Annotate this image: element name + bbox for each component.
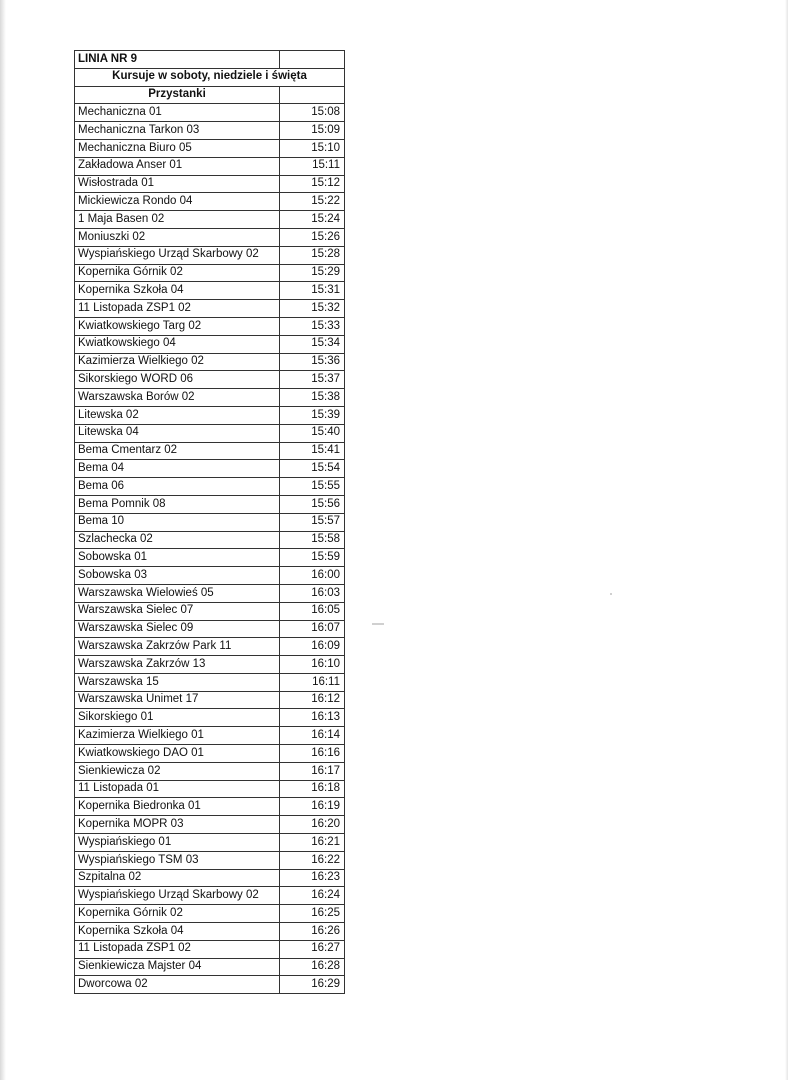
departure-time: 15:22: [280, 193, 345, 211]
stop-row: [75, 602, 345, 620]
stop-name: Dworcowa 02: [75, 976, 280, 994]
departure-time: 15:37: [280, 371, 345, 389]
departure-time: 16:24: [280, 887, 345, 905]
departure-time: 15:41: [280, 442, 345, 460]
stop-row: [75, 816, 345, 834]
stop-row: [75, 389, 345, 407]
stop-row: [75, 851, 345, 869]
stop-row: [75, 442, 345, 460]
stop-name: Warszawska Borów 02: [75, 389, 280, 407]
stop-name: Warszawska Zakrzów 13: [75, 656, 280, 674]
departure-time: 15:32: [280, 300, 345, 318]
stop-row: [75, 691, 345, 709]
stop-row: [75, 335, 345, 353]
departure-time: 15:34: [280, 335, 345, 353]
stop-name: Warszawska Sielec 09: [75, 620, 280, 638]
stop-name: Bema 06: [75, 478, 280, 496]
stop-name: Warszawska Zakrzów Park 11: [75, 638, 280, 656]
stop-row: [75, 139, 345, 157]
stop-row: [75, 460, 345, 478]
stop-name: 11 Listopada 01: [75, 780, 280, 798]
stop-name: Sobowska 01: [75, 549, 280, 567]
stop-name: Warszawska Unimet 17: [75, 691, 280, 709]
stop-name: Kwiatkowskiego Targ 02: [75, 317, 280, 335]
departure-time: 16:11: [280, 673, 345, 691]
line-title-empty-cell: [280, 51, 345, 69]
stop-row: [75, 798, 345, 816]
departure-time: 15:57: [280, 513, 345, 531]
stop-row: [75, 175, 345, 193]
departure-time: 15:59: [280, 549, 345, 567]
stop-row: [75, 300, 345, 318]
stop-row: [75, 495, 345, 513]
departure-time: 16:17: [280, 762, 345, 780]
departure-time: 16:29: [280, 976, 345, 994]
stop-name: Sienkiewicza 02: [75, 762, 280, 780]
line-title: LINIA NR 9: [75, 51, 280, 69]
stop-name: Warszawska Sielec 07: [75, 602, 280, 620]
stop-row: [75, 762, 345, 780]
stop-row: [75, 673, 345, 691]
stop-name: Kopernika Górnik 02: [75, 905, 280, 923]
stop-name: Moniuszki 02: [75, 228, 280, 246]
departure-time: 16:13: [280, 709, 345, 727]
stop-row: [75, 264, 345, 282]
stop-row: [75, 424, 345, 442]
stop-name: Kopernika Górnik 02: [75, 264, 280, 282]
departure-time: 15:24: [280, 211, 345, 229]
departure-time: 16:20: [280, 816, 345, 834]
column-header-row: [75, 86, 345, 104]
stop-name: Warszawska Wielowieś 05: [75, 584, 280, 602]
stop-name: Zakładowa Anser 01: [75, 157, 280, 175]
stop-name: Mickiewicza Rondo 04: [75, 193, 280, 211]
departure-time: 16:19: [280, 798, 345, 816]
stop-name: Kopernika Szkoła 04: [75, 923, 280, 941]
departure-time: 16:25: [280, 905, 345, 923]
stop-name: Litewska 04: [75, 424, 280, 442]
time-column-header: [280, 86, 345, 104]
stop-row: [75, 157, 345, 175]
departure-time: 15:09: [280, 122, 345, 140]
stop-row: [75, 869, 345, 887]
stop-row: [75, 549, 345, 567]
line-title-row: [75, 51, 345, 69]
stop-name: Sienkiewicza Majster 04: [75, 958, 280, 976]
departure-time: 16:26: [280, 923, 345, 941]
departure-time: 15:39: [280, 406, 345, 424]
stop-row: [75, 727, 345, 745]
departure-time: 15:11: [280, 157, 345, 175]
stop-row: [75, 887, 345, 905]
stop-row: [75, 567, 345, 585]
departure-time: 15:29: [280, 264, 345, 282]
stop-name: Wyspiańskiego TSM 03: [75, 851, 280, 869]
schedule-note: Kursuje w soboty, niedziele i święta: [75, 68, 345, 86]
stop-row: [75, 246, 345, 264]
stop-row: [75, 531, 345, 549]
stop-row: [75, 940, 345, 958]
stop-name: Kopernika Szkoła 04: [75, 282, 280, 300]
scanned-page-left-edge: [0, 0, 6, 1080]
stop-name: Sikorskiego 01: [75, 709, 280, 727]
departure-time: 15:56: [280, 495, 345, 513]
stop-name: Wisłostrada 01: [75, 175, 280, 193]
stop-name: Kazimierza Wielkiego 02: [75, 353, 280, 371]
stop-row: [75, 228, 345, 246]
stop-name: Bema 04: [75, 460, 280, 478]
departure-time: 16:14: [280, 727, 345, 745]
stop-name: Kwiatkowskiego DAO 01: [75, 745, 280, 763]
departure-time: 15:31: [280, 282, 345, 300]
stop-name: Mechaniczna 01: [75, 104, 280, 122]
departure-time: 16:07: [280, 620, 345, 638]
departure-time: 16:18: [280, 780, 345, 798]
departure-time: 16:27: [280, 940, 345, 958]
departure-time: 16:16: [280, 745, 345, 763]
departure-time: 16:00: [280, 567, 345, 585]
stop-row: [75, 905, 345, 923]
stop-row: [75, 976, 345, 994]
departure-time: 16:21: [280, 834, 345, 852]
timetable: [74, 50, 345, 994]
departure-time: 16:09: [280, 638, 345, 656]
departure-time: 16:22: [280, 851, 345, 869]
departure-time: 16:28: [280, 958, 345, 976]
stop-name: 11 Listopada ZSP1 02: [75, 300, 280, 318]
stop-row: [75, 211, 345, 229]
stop-name: Mechaniczna Tarkon 03: [75, 122, 280, 140]
departure-time: 15:08: [280, 104, 345, 122]
departure-time: 15:58: [280, 531, 345, 549]
departure-time: 15:26: [280, 228, 345, 246]
scan-speck: [372, 623, 384, 625]
departure-time: 16:05: [280, 602, 345, 620]
departure-time: 16:03: [280, 584, 345, 602]
stop-row: [75, 584, 345, 602]
stop-row: [75, 104, 345, 122]
stop-name: 11 Listopada ZSP1 02: [75, 940, 280, 958]
departure-time: 15:33: [280, 317, 345, 335]
stop-name: Szlachecka 02: [75, 531, 280, 549]
stop-row: [75, 513, 345, 531]
stop-name: Kazimierza Wielkiego 01: [75, 727, 280, 745]
stop-name: Mechaniczna Biuro 05: [75, 139, 280, 157]
stop-name: Kopernika MOPR 03: [75, 816, 280, 834]
stop-name: Sobowska 03: [75, 567, 280, 585]
stop-row: [75, 958, 345, 976]
stop-name: Bema 10: [75, 513, 280, 531]
stop-row: [75, 709, 345, 727]
stop-name: 1 Maja Basen 02: [75, 211, 280, 229]
stop-row: [75, 371, 345, 389]
stop-name: Wyspiańskiego Urząd Skarbowy 02: [75, 887, 280, 905]
stop-row: [75, 353, 345, 371]
stop-row: [75, 406, 345, 424]
departure-time: 15:12: [280, 175, 345, 193]
stop-row: [75, 834, 345, 852]
stop-row: [75, 282, 345, 300]
departure-time: 16:12: [280, 691, 345, 709]
stop-row: [75, 478, 345, 496]
timetable-body: [75, 51, 345, 994]
departure-time: 15:38: [280, 389, 345, 407]
departure-time: 15:36: [280, 353, 345, 371]
stop-row: [75, 317, 345, 335]
departure-time: 15:55: [280, 478, 345, 496]
stop-row: [75, 638, 345, 656]
stops-column-header: Przystanki: [75, 86, 280, 104]
scan-speck: [610, 593, 612, 595]
stop-name: Kwiatkowskiego 04: [75, 335, 280, 353]
stop-name: Litewska 02: [75, 406, 280, 424]
stop-row: [75, 656, 345, 674]
stop-name: Wyspiańskiego Urząd Skarbowy 02: [75, 246, 280, 264]
stop-row: [75, 193, 345, 211]
departure-time: 16:10: [280, 656, 345, 674]
stop-name: Wyspiańskiego 01: [75, 834, 280, 852]
stop-row: [75, 620, 345, 638]
stop-name: Bema Pomnik 08: [75, 495, 280, 513]
stop-name: Kopernika Biedronka 01: [75, 798, 280, 816]
stop-row: [75, 923, 345, 941]
departure-time: 15:54: [280, 460, 345, 478]
stop-row: [75, 745, 345, 763]
stop-name: Warszawska 15: [75, 673, 280, 691]
departure-time: 16:23: [280, 869, 345, 887]
departure-time: 15:40: [280, 424, 345, 442]
departure-time: 15:10: [280, 139, 345, 157]
stop-name: Bema Cmentarz 02: [75, 442, 280, 460]
departure-time: 15:28: [280, 246, 345, 264]
stop-name: Sikorskiego WORD 06: [75, 371, 280, 389]
stop-name: Szpitalna 02: [75, 869, 280, 887]
stop-row: [75, 780, 345, 798]
schedule-note-row: [75, 68, 345, 86]
stop-row: [75, 122, 345, 140]
